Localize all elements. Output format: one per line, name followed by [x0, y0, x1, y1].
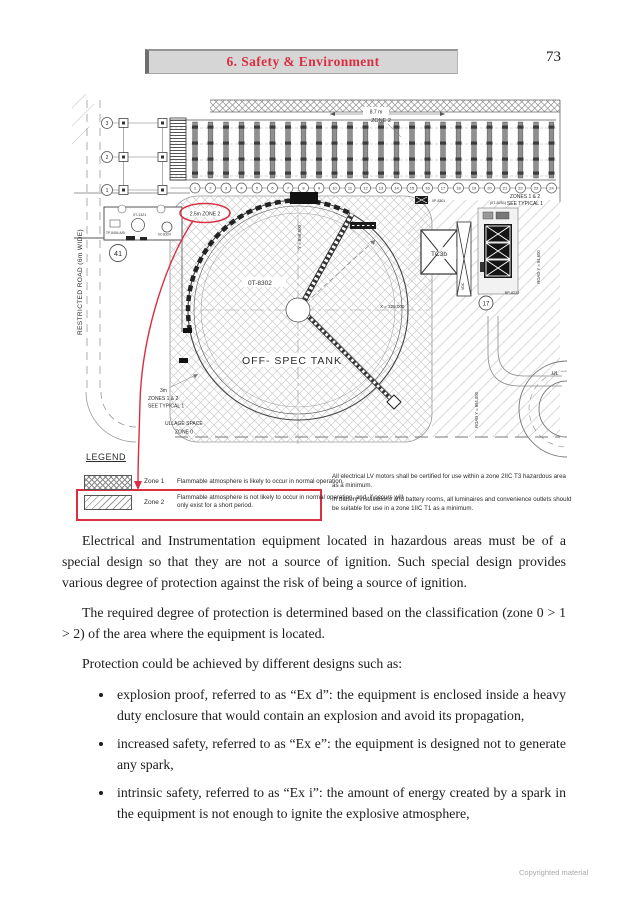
plan-svg	[70, 92, 575, 525]
svg-text:11: 11	[347, 185, 353, 191]
grid-bubble-label: 1	[105, 187, 109, 194]
op-tag: 0P-8301	[432, 199, 446, 203]
svg-text:6: 6	[271, 185, 274, 191]
area-bubble-17: 17	[482, 301, 490, 308]
paragraph-1: Electrical and Instrumentation equipment located in hazardous areas must be of a special design so that they are not a source of ignition. Such special design provides various degree of protection against the risk of being a source of ignition.	[62, 533, 566, 591]
zone2-description: Flammable atmosphere is not likely to occur in normal operation, and, if occurs will only exist for a short period.	[177, 493, 403, 510]
zone2-label: Zone 2	[144, 499, 165, 506]
left-3m-label: 3m	[160, 388, 167, 394]
svg-text:3: 3	[224, 185, 228, 191]
zone2-hatch-swatch	[84, 495, 132, 510]
zone1-label: Zone 1	[144, 478, 165, 485]
tank-name-label: OFF- SPEC TANK	[242, 355, 342, 367]
bullet-explosion-proof: • explosion proof, referred to as “Ex d”: the equipment is enclosed inside a heavy duty enclosure that would contain an explosion and avoid its propagation,	[114, 684, 566, 726]
restricted-road-label: RESTRICTED ROAD (6m WIDE)	[77, 228, 84, 336]
svg-text:2: 2	[209, 185, 212, 191]
zone1-description: Flammable atmosphere is likely to occur in normal operation.	[177, 478, 344, 485]
svg-text:23: 23	[533, 185, 539, 191]
protection-designs-list	[62, 684, 566, 825]
legend-note-2: In battery installations and battery rooms, all luminaires and convenience outlets should be suitable for use in a zone 1IIC T1 as a minimum.	[332, 496, 572, 512]
svg-text:10: 10	[332, 185, 337, 191]
coord-y-label: Y = 896,500	[297, 224, 302, 250]
substation-bottom-tag: BP-8232	[504, 291, 520, 295]
ul-partial: UL	[552, 371, 559, 377]
page-number: 73	[546, 49, 561, 65]
legend-note-1: All electrical LV motors shall be certified for use within a zone 2IIC T3 hazardous area as a minimum.	[332, 473, 566, 489]
svg-text:4: 4	[240, 185, 243, 191]
zones-right-2: SEE TYPICAL 1	[506, 201, 544, 207]
legend-title: LEGEND	[86, 452, 127, 462]
coord-x-label: X = 325,000	[380, 304, 405, 309]
svg-text:5: 5	[255, 185, 259, 191]
skid-tag: TP-8454 A/B	[106, 231, 125, 235]
svg-text:16: 16	[425, 185, 430, 191]
zone1-hatch-swatch	[84, 475, 132, 490]
ullage-2: ZONE 0	[175, 429, 194, 436]
svg-text:18: 18	[456, 185, 461, 191]
svg-text:1: 1	[193, 185, 197, 191]
skid-tag: 0C-8324	[158, 232, 171, 237]
zone2-top-label: ZONE 2	[371, 118, 391, 124]
chapter-title: 6. Safety & Environment	[226, 54, 380, 69]
copyright-watermark: Copyrighted material	[519, 868, 589, 877]
grid-bubble-label: 3	[105, 120, 109, 127]
chapter-header-bar	[145, 49, 458, 74]
zones-left-2: SEE TYPICAL 1	[148, 403, 185, 410]
svg-text:9: 9	[317, 185, 321, 191]
paragraph-2: The required degree of protection is determined based on the classification (zone 0 > 1 > 2) of the area where the equipment is located.	[62, 605, 566, 642]
svg-text:14: 14	[394, 185, 399, 191]
skid-tag: 0T-1321	[133, 213, 147, 217]
bullet-intrinsic-safety: • intrinsic safety, referred to as “Ex i”: the amount of energy created by a spark in the equipment is not enough to ignite the explosive atmosphere,	[114, 782, 566, 824]
zones-right-1: ZONES 1 & 2	[509, 194, 541, 200]
vdc-label: VDC	[461, 282, 465, 290]
substation-block	[478, 201, 519, 310]
ullage-1: ULLAGE SPACE	[165, 421, 203, 427]
svg-text:17: 17	[440, 185, 446, 191]
body-text	[62, 530, 566, 831]
svg-text:20: 20	[487, 185, 492, 191]
svg-text:22: 22	[518, 185, 523, 191]
grid-bubble-label: 2	[105, 154, 109, 161]
hazardous-area-plan-drawing	[70, 92, 575, 525]
area-bubble-41: 41	[113, 249, 123, 258]
zones-left-1: ZONES 1 & 2	[148, 396, 179, 402]
callout-25m-zone2: 2.5m ZONE 2	[189, 211, 221, 218]
road-y1-label: ROAD Y = 94,600	[536, 250, 541, 284]
tc3b-label: TC3b	[431, 251, 447, 258]
substation-top-tag: (0T-8251)	[489, 201, 507, 205]
structural-grid	[102, 118, 168, 196]
svg-text:19: 19	[471, 185, 477, 191]
svg-text:21: 21	[502, 185, 508, 191]
svg-text:15: 15	[409, 185, 415, 191]
pipe-rack	[170, 118, 560, 193]
svg-text:24: 24	[549, 185, 554, 191]
bullet-increased-safety: • increased safety, referred to as “Ex e”: the equipment is designed not to generate any spark,	[114, 733, 566, 775]
svg-text:8: 8	[302, 185, 305, 191]
rack-pipes	[192, 122, 555, 178]
paragraph-3: Protection could be achieved by different designs such as:	[82, 656, 403, 672]
tank-id-label: 0T-8302	[248, 280, 272, 287]
road-y2-label: ROAD Y = 954,000	[474, 392, 479, 428]
dim-label: 8.7 m	[369, 109, 383, 116]
svg-text:13: 13	[378, 185, 384, 191]
svg-text:12: 12	[363, 185, 368, 191]
svg-text:7: 7	[286, 185, 290, 191]
